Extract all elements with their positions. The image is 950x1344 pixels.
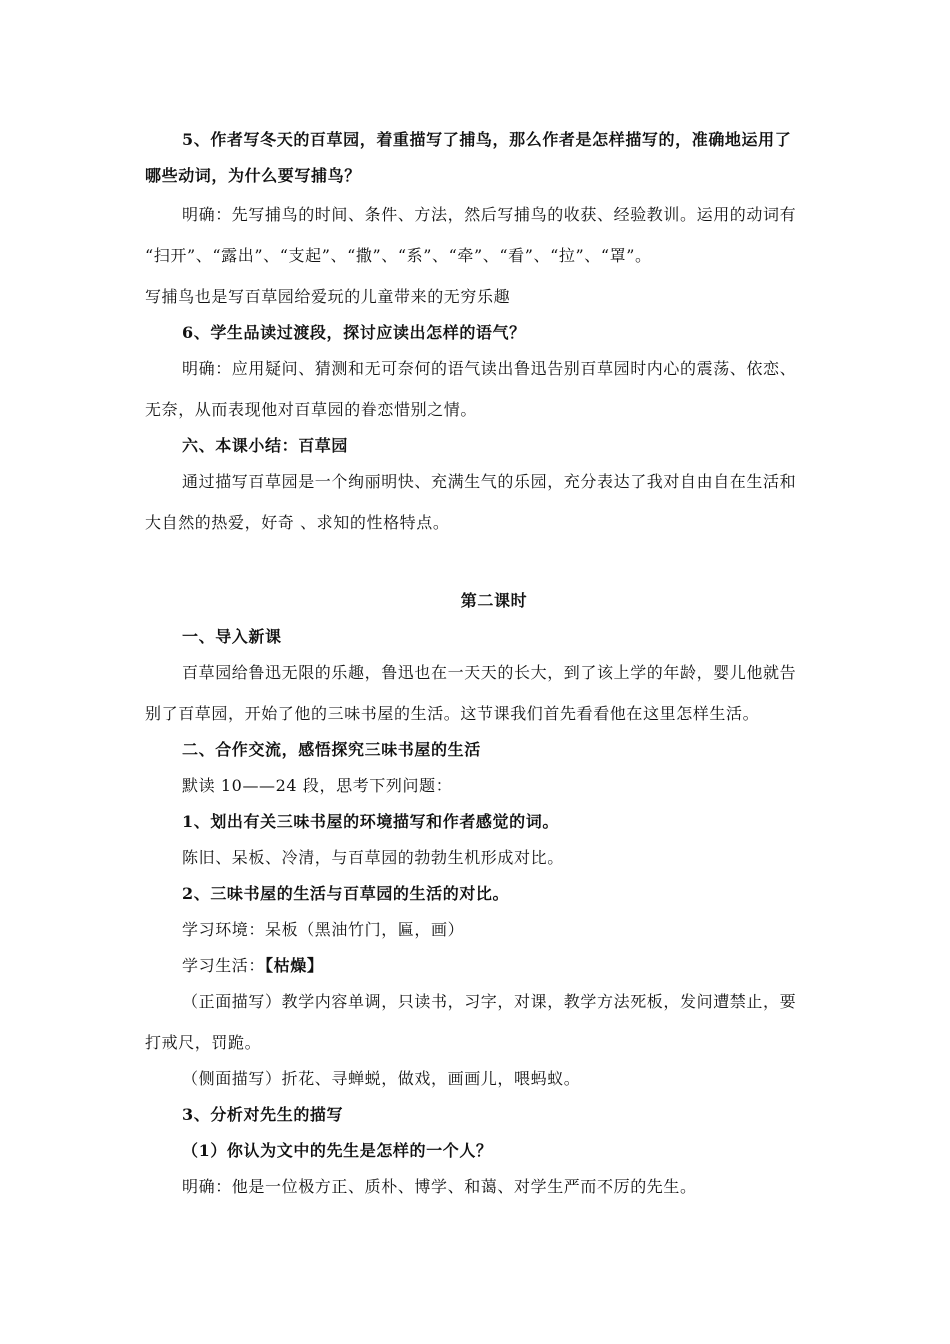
problem-1-answer: 陈旧、呆板、冷清，与百草园的勃勃生机形成对比。 [182,848,564,867]
study-life-value: 【枯燥】 [265,956,324,975]
study-environment: 学习环境：呆板（黑油竹门，匾，画） [182,920,465,939]
intro-line-1: 百草园给鲁迅无限的乐趣，鲁迅也在一天天的长大，到了该上学的年龄，婴儿他就告 [182,663,797,682]
answer-5-line-1: 明确：先写捕鸟的时间、条件、方法，然后写捕鸟的收获、经验教训。运用的动词有 [182,205,797,224]
question-6: 6、学生品读过渡段，探讨应读出怎样的语气？ [182,323,526,342]
study-life [182,956,323,976]
lesson-2-title: 第二课时 [460,591,528,610]
front-description-line-2: 打戒尺，罚跪。 [145,1033,262,1052]
section-6-heading: 六、本课小结：百草园 [182,436,349,455]
answer-5-line-2: “扫开”、“露出”、“支起”、“撒”、“系”、“牵”、“看”、“拉”、“罩”。 [145,246,652,265]
reading-instruction: 默读 10——24 段，思考下列问题： [182,776,453,795]
section-1-heading: 一、导入新课 [182,627,282,646]
section-2-heading: 二、合作交流，感悟探究三味书屋的生活 [182,740,481,759]
answer-6-line-2: 无奈，从而表现他对百草园的眷恋惜别之情。 [145,400,478,419]
study-life-label: 学习生活： [182,956,266,975]
answer-5-line-3: 写捕鸟也是写百草园给爱玩的儿童带来的无穷乐趣 [145,287,511,306]
problem-2: 2、三味书屋的生活与百草园的生活的对比。 [182,884,510,903]
intro-line-2: 别了百草园，开始了他的三味书屋的生活。这节课我们首先看看他在这里怎样生活。 [145,704,760,723]
problem-3-sub-1: （1）你认为文中的先生是怎样的一个人？ [182,1141,493,1160]
problem-1: 1、划出有关三味书屋的环境描写和作者感觉的词。 [182,812,559,831]
answer-6-line-1: 明确：应用疑问、猜测和无可奈何的语气读出鲁迅告别百草园时内心的震荡、依恋、 [182,359,797,378]
problem-3-answer: 明确：他是一位极方正、质朴、博学、和蔼、对学生严而不厉的先生。 [182,1177,697,1196]
problem-3: 3、分析对先生的描写 [182,1105,344,1124]
front-description-line-1: （正面描写）教学内容单调，只读书，习字，对课，教学方法死板，发问遭禁止，要 [182,992,797,1011]
question-5-line-1: 5、作者写冬天的百草园，着重描写了捕鸟，那么作者是怎样描写的，准确地运用了 [182,130,792,149]
question-5-line-2: 哪些动词，为什么要写捕鸟？ [145,166,361,185]
summary-line-2: 大自然的热爱，好奇 、求知的性格特点。 [145,513,450,532]
summary-line-1: 通过描写百草园是一个绚丽明快、充满生气的乐园，充分表达了我对自由自在生活和 [182,472,797,491]
side-description: （侧面描写）折花、寻蝉蜕，做戏，画画儿，喂蚂蚁。 [182,1069,581,1088]
